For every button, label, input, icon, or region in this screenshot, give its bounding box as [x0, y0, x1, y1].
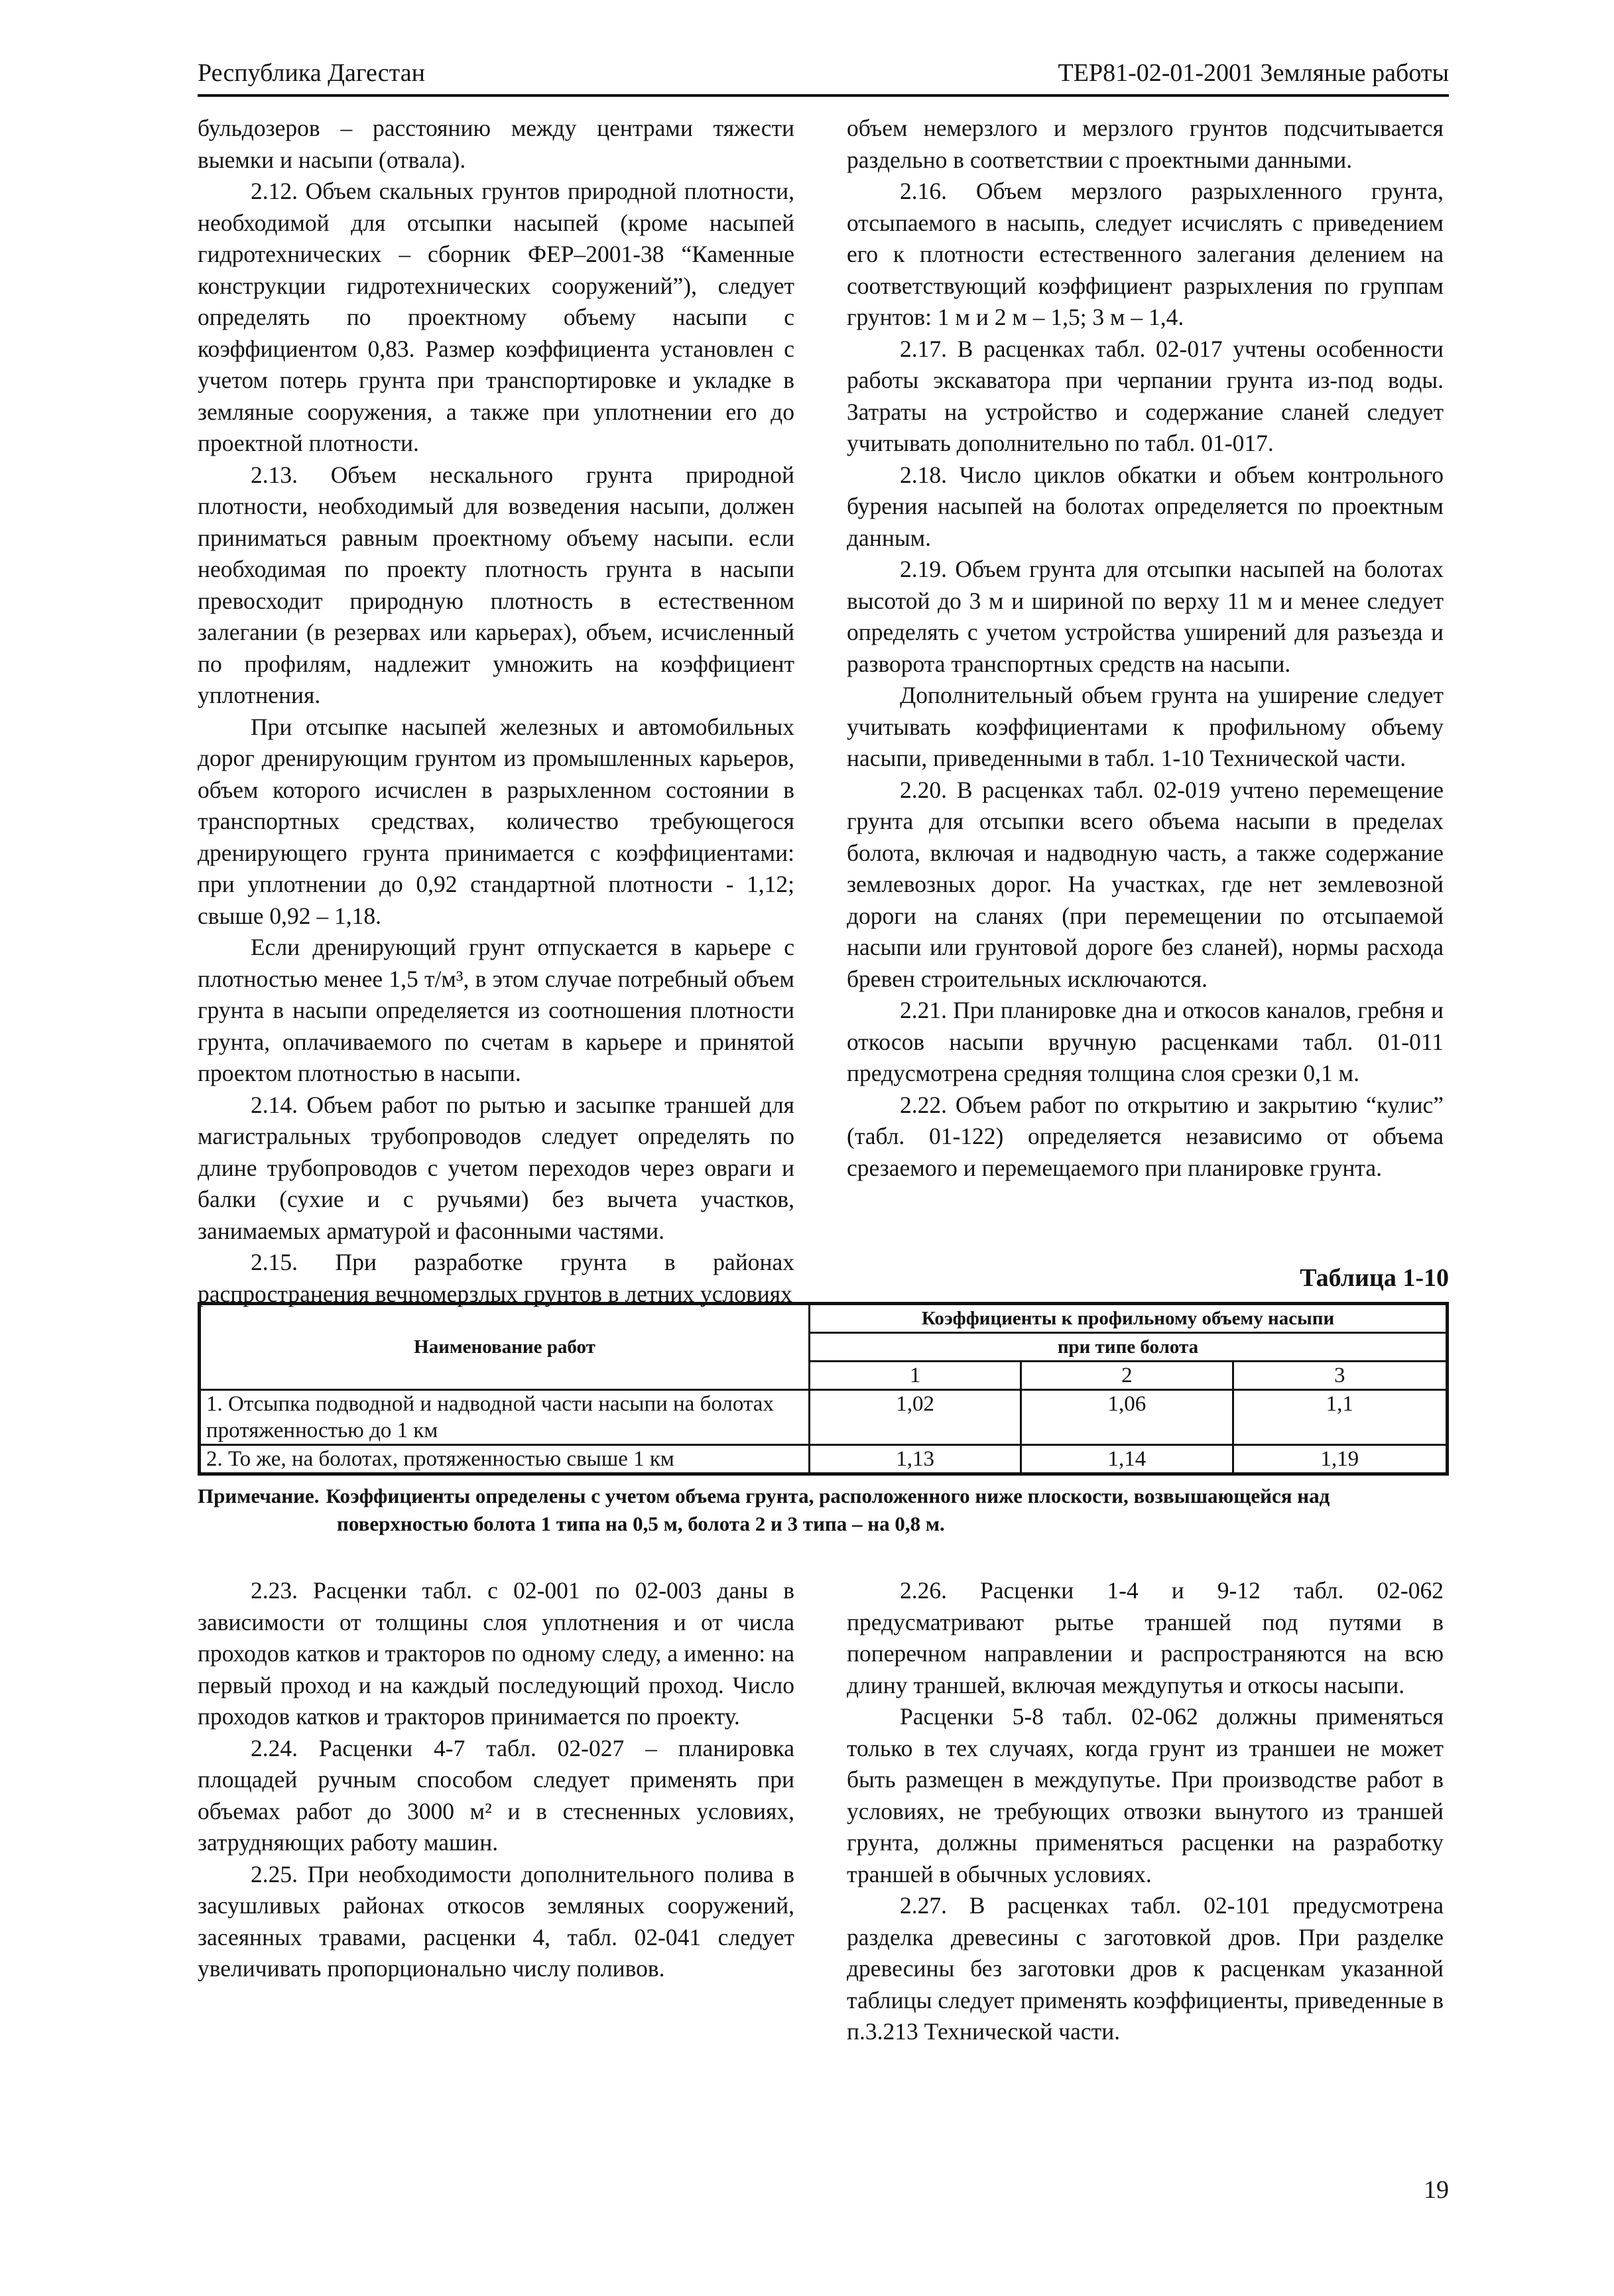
paragraph: 2.25. При необходимости дополнительного полива в засушливых районах откосов земляных сооружений, засеянных травами, расценки 4, табл. 02-041 следует увеличивать пропорционально числу поливов. [198, 1860, 794, 1982]
row-work-name: 2. То же, на болотах, протяженностью свыше 1 км [200, 1445, 810, 1474]
column-header-bog-type: при типе болота [810, 1333, 1448, 1362]
column-header-work-name: Наименование работ [200, 1304, 810, 1390]
note-label: Примечание. [198, 1484, 320, 1507]
text-column-top-left [198, 113, 794, 1310]
paragraph: 2.21. При планировке дна и откосов каналов, гребня и откосов насыпи вручную расценками табл. 01-011 предусмотрена средняя толщина слоя срезки 0,1 м. [847, 997, 1444, 1086]
table-row [200, 1445, 1448, 1474]
page-number: 19 [1424, 2176, 1449, 2204]
note-text-line1: Коэффициенты определены с учетом объема грунта, расположенного ниже плоскости, возвышающейся над [326, 1484, 1330, 1507]
paragraph: Дополнительный объем грунта на уширение следует учитывать коэффициентами к профильному объему насыпи, приведенными в табл. 1-10 Технической части. [847, 682, 1444, 771]
row-coefficient: 1,02 [810, 1390, 1021, 1445]
paragraph: 2.12. Объем скальных грунтов природной плотности, необходимой для отсыпки насыпей (кроме насыпей гидротехнических – сборник ФЕР–2001-38 “Каменные конструкции гидротехнических сооружений”), следует определять по проектному объему насыпи с коэффициентом 0,83. Размер коэффициента установлен с учетом потерь грунта при транспортировке и укладке в земляные сооружения, а также при уплотнении его до проектной плотности. [198, 178, 794, 456]
paragraph: 2.18. Число циклов обкатки и объем контрольного бурения насыпей на болотах определяется по проектным данным. [847, 461, 1444, 551]
paragraph: При отсыпке насыпей железных и автомобильных дорог дренирующим грунтом из промышленных карьеров, объем которого исчислен в разрыхленном состоянии в транспортных средствах, количество требующегося дренирующего грунта принимается с коэффициентами: при уплотнении до 0,92 стандартной плотности - 1,12; свыше 0,92 – 1,18. [198, 713, 794, 929]
text-column-top-right [847, 113, 1444, 1184]
paragraph: объем немерзлого и мерзлого грунтов подсчитывается раздельно в соответствии с проектными данными. [847, 115, 1444, 173]
row-coefficient: 1,19 [1233, 1445, 1447, 1474]
column-header-coefficients: Коэффициенты к профильному объему насыпи [810, 1304, 1448, 1333]
paragraph: 2.16. Объем мерзлого разрыхленного грунта, отсыпаемого в насыпь, следует исчислять с приведением его к плотности естественного залегания делением на соответствующий коэффициент разрыхления по группам грунтов: 1 м и 2 м – 1,5; 3 м – 1,4. [847, 178, 1444, 330]
paragraph: 2.23. Расценки табл. с 02-001 по 02-003 даны в зависимости от толщины слоя уплотнения и от числа проходов катков и тракторов по одному следу, а именно: на первый проход и на каждый последующий проход. Число проходов катков и тракторов принимается по проекту. [198, 1577, 794, 1730]
paragraph: 2.17. В расценках табл. 02-017 учтены особенности работы экскаватора при черпании грунта из-под воды. Затраты на устройство и содержание сланей следует учитывать дополнительно по табл. 01-017. [847, 335, 1444, 456]
table-caption: Таблица 1-10 [1300, 1264, 1449, 1292]
text-column-bottom-left [198, 1575, 794, 1985]
paragraph: 2.19. Объем грунта для отсыпки насыпей на болотах высотой до 3 м и шириной по верху 11 м и менее следует определять с учетом устройства уширений для разъезда и разворота транспортных средств на насыпи. [847, 556, 1444, 677]
header-document-title: ТЕР81-02-01-2001 Земляные работы [1058, 59, 1449, 87]
paragraph: 2.27. В расценках табл. 02-101 предусмотрена разделка древесины с заготовкой дров. При разделке древесины без заготовки дров к расценкам указанной таблицы следует применять коэффициенты, приведенные в п.3.213 Технической части. [847, 1892, 1444, 2045]
paragraph: 2.22. Объем работ по открытию и закрытию “кулис” (табл. 01-122) определяется независимо от объема срезаемого и перемещаемого при планировке грунта. [847, 1091, 1444, 1181]
paragraph: 2.14. Объем работ по рытью и засыпке траншей для магистральных трубопроводов следует определять по длине трубопроводов с учетом переходов через овраги и балки (сухие и с ручьями) без вычета участков, занимаемых арматурой и фасонными частями. [198, 1091, 794, 1244]
paragraph: 2.13. Объем нескального грунта природной плотности, необходимый для возведения насыпи, должен приниматься равным проектному объему насыпи. если необходимая по проекту плотность грунта в насыпи превосходит природную плотность в естественном залегании (в резервах или карьерах), объем, исчисленный по профилям, надлежит умножить на коэффициент уплотнения. [198, 461, 794, 708]
note-text-line2: поверхностью болота 1 типа на 0,5 м, болота 2 и 3 типа – на 0,8 м. [337, 1512, 945, 1535]
row-coefficient: 1,14 [1021, 1445, 1233, 1474]
text-column-bottom-right [847, 1575, 1444, 2048]
table-row [200, 1390, 1448, 1445]
table-note [198, 1482, 1449, 1538]
paragraph: 2.24. Расценки 4-7 табл. 02-027 – планировка площадей ручным способом следует применять при объемах работ до 3000 м² и в стесненных условиях, затрудняющих работу машин. [198, 1734, 794, 1856]
paragraph: 2.26. Расценки 1-4 и 9-12 табл. 02-062 предусматривают рытье траншей под путями в поперечном направлении и распространяются на всю длину траншей, включая междупутья и откосы насыпи. [847, 1577, 1444, 1698]
bog-type-number: 2 [1021, 1362, 1233, 1390]
row-coefficient: 1,06 [1021, 1390, 1233, 1445]
coefficient-table [198, 1302, 1449, 1476]
bog-type-number: 3 [1233, 1362, 1447, 1390]
running-header [198, 58, 1449, 97]
header-region: Республика Дагестан [198, 59, 425, 87]
bog-type-number: 1 [810, 1362, 1021, 1390]
row-work-name: 1. Отсыпка подводной и надводной части насыпи на болотах протяженностью до 1 км [200, 1390, 810, 1445]
row-coefficient: 1,13 [810, 1445, 1021, 1474]
paragraph: бульдозеров – расстоянию между центрами тяжести выемки и насыпи (отвала). [198, 115, 794, 173]
row-coefficient: 1,1 [1233, 1390, 1447, 1445]
paragraph: Если дренирующий грунт отпускается в карьере с плотностью менее 1,5 т/м³, в этом случае потребный объем грунта в насыпи определяется из соотношения плотности грунта, оплачиваемого по счетам в карьере и принятой проектом плотностью в насыпи. [198, 934, 794, 1086]
paragraph: 2.20. В расценках табл. 02-019 учтено перемещение грунта для отсыпки всего объема насыпи в пределах болота, включая и надводную часть, а также содержание землевозных дорог. На участках, где нет землевозной дороги на сланях (при перемещении по отсыпаемой насыпи или грунтовой дороге без сланей), нормы расхода бревен строительных исключаются. [847, 776, 1444, 992]
paragraph: Расценки 5-8 табл. 02-062 должны применяться только в тех случаях, когда грунт из траншеи не может быть размещен в междупутье. При производстве работ в условиях, не требующих отвозки вынутого из траншей грунта, должны применяться расценки на разработку траншей в обычных условиях. [847, 1703, 1444, 1887]
paragraph: 2.15. При разработке грунта в районах распространения вечномерзлых грунтов в летних условиях [198, 1249, 794, 1307]
